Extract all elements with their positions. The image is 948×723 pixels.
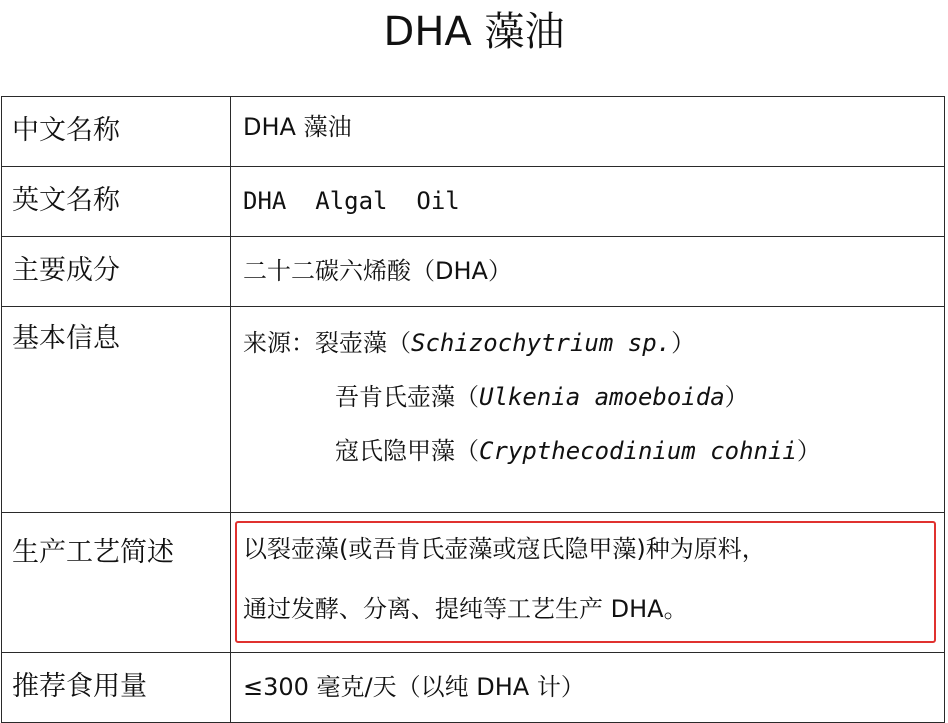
table-row-main-ingredient bbox=[2, 237, 945, 307]
label-cell bbox=[2, 167, 231, 237]
process-label: 生产工艺简述 bbox=[12, 537, 174, 568]
label-cell bbox=[2, 237, 231, 307]
source-latin-name: Schizochytrium sp. bbox=[411, 329, 672, 357]
chinese-name-label: 中文名称 bbox=[12, 115, 120, 146]
source-latin-name: Crypthecodinium cohnii bbox=[479, 437, 797, 465]
label-cell bbox=[2, 307, 231, 513]
info-table bbox=[1, 96, 945, 723]
process-line-1: 以裂壶藻(或吾肯氏壶藻或寇氏隐甲藻)种为原料， bbox=[243, 535, 766, 563]
value-cell bbox=[231, 237, 945, 307]
source-cn-name: 寇氏隐甲藻 bbox=[335, 437, 455, 465]
paren-open: （ bbox=[387, 329, 411, 357]
paren-open: （ bbox=[455, 437, 479, 465]
main-ingredient-value: 二十二碳六烯酸（DHA） bbox=[243, 257, 512, 285]
value-cell bbox=[231, 513, 945, 653]
table-row-process bbox=[2, 513, 945, 653]
english-name-label: 英文名称 bbox=[12, 185, 120, 216]
table-row-english-name bbox=[2, 167, 945, 237]
chinese-name-value: DHA 藻油 bbox=[243, 113, 352, 141]
value-cell bbox=[231, 167, 945, 237]
source-latin-name: Ulkenia amoeboida bbox=[479, 383, 725, 411]
dosage-label: 推荐食用量 bbox=[12, 671, 147, 702]
table-row-chinese-name bbox=[2, 97, 945, 167]
english-name-value: DHA Algal Oil bbox=[243, 187, 460, 215]
document-title: DHA 藻油 bbox=[383, 9, 565, 55]
label-cell bbox=[2, 97, 231, 167]
source-line-2 bbox=[231, 379, 944, 415]
source-line-1 bbox=[231, 325, 944, 361]
dosage-value: ≤300 毫克/天（以纯 DHA 计） bbox=[243, 673, 585, 701]
paren-close: ） bbox=[796, 437, 821, 465]
value-cell bbox=[231, 307, 945, 513]
value-cell bbox=[231, 97, 945, 167]
paren-close: ） bbox=[724, 383, 749, 411]
source-line-3 bbox=[231, 433, 944, 469]
highlight-box bbox=[235, 521, 936, 643]
table-row-dosage bbox=[2, 653, 945, 723]
table-row-basic-info bbox=[2, 307, 945, 513]
source-cn-name: 吾肯氏壶藻 bbox=[335, 383, 455, 411]
source-cn-name: 裂壶藻 bbox=[315, 329, 387, 357]
basic-info-label: 基本信息 bbox=[12, 323, 120, 354]
label-cell bbox=[2, 653, 231, 723]
process-line-2: 通过发酵、分离、提纯等工艺生产 DHA。 bbox=[243, 595, 688, 623]
main-ingredient-label: 主要成分 bbox=[12, 255, 120, 286]
source-prefix: 来源： bbox=[243, 329, 315, 357]
label-cell bbox=[2, 513, 231, 653]
paren-open: （ bbox=[455, 383, 479, 411]
paren-close: ） bbox=[671, 329, 696, 357]
value-cell bbox=[231, 653, 945, 723]
